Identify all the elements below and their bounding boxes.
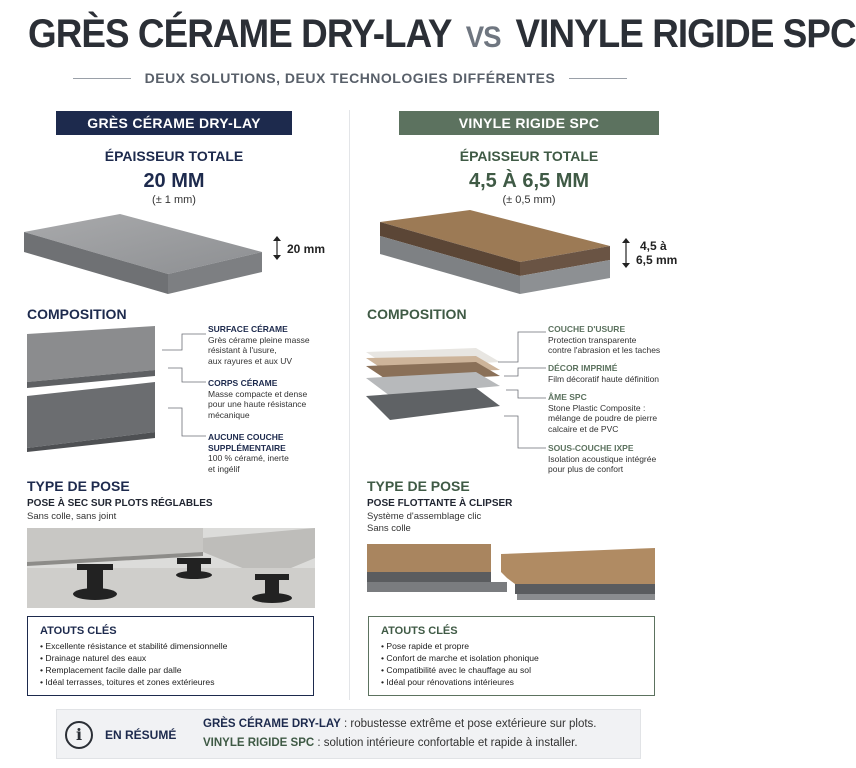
dimension-arrow-icon bbox=[621, 238, 631, 268]
pedestal-install-photo bbox=[27, 528, 315, 608]
dimension-arrow-icon bbox=[272, 236, 282, 260]
spc-plank-illustration bbox=[378, 208, 618, 304]
list-item: • Remplacement facile dalle par dalle bbox=[40, 664, 301, 676]
title-left: GRÈS CÉRAME DRY-LAY bbox=[28, 12, 451, 56]
right-callout-decor: DÉCOR IMPRIMÉ Film décoratif haute définition bbox=[548, 363, 660, 384]
right-dimension-label-2: 6,5 mm bbox=[636, 253, 678, 267]
spc-layers-illustration bbox=[366, 348, 506, 428]
left-column-header: GRÈS CÉRAME DRY-LAY bbox=[56, 111, 292, 135]
left-pose-subtitle: POSE À SEC SUR PLOTS RÉGLABLES bbox=[27, 498, 213, 509]
right-pose-title: TYPE DE POSE bbox=[367, 478, 470, 494]
left-pose-title: TYPE DE POSE bbox=[27, 478, 130, 494]
list-item: • Pose rapide et propre bbox=[381, 640, 642, 652]
right-callout-core: ÂME SPC Stone Plastic Composite : mélange de poudre de pierre calcaire et de PVC bbox=[548, 392, 658, 434]
left-pose-text: Sans colle, sans joint bbox=[27, 511, 117, 522]
right-thickness-tolerance: (± 0,5 mm) bbox=[502, 194, 556, 206]
right-thickness-value: 4,5 À 6,5 MM bbox=[468, 170, 590, 192]
right-callout-underlay: SOUS-COUCHE IXPE Isolation acoustique intégrée pour plus de confort bbox=[548, 443, 657, 474]
left-callout-body: CORPS CÉRAME Masse compacte et dense pour une haute résistance mécanique bbox=[208, 378, 308, 420]
subtitle: DEUX SOLUTIONS, DEUX TECHNOLOGIES DIFFÉRENTES bbox=[144, 70, 556, 86]
summary-line-1: GRÈS CÉRAME DRY-LAY : robustesse extrême et pose extérieure sur plots. bbox=[203, 718, 597, 730]
page-title bbox=[28, 12, 856, 57]
right-key-benefits bbox=[368, 616, 655, 696]
right-pose-subtitle: POSE FLOTTANTE À CLIPSER bbox=[367, 498, 513, 509]
column-divider bbox=[349, 110, 350, 700]
click-install-photo bbox=[367, 544, 655, 604]
info-icon: i bbox=[65, 721, 93, 749]
list-item: • Excellente résistance et stabilité dimensionnelle bbox=[40, 640, 301, 652]
subtitle-divider-left bbox=[73, 78, 131, 79]
ceramic-layers-illustration bbox=[27, 326, 167, 452]
right-composition-title: COMPOSITION bbox=[367, 306, 467, 322]
title-right: VINYLE RIGIDE SPC bbox=[515, 12, 856, 56]
ceramic-slab-illustration bbox=[20, 210, 280, 300]
summary-label: EN RÉSUMÉ bbox=[105, 728, 177, 742]
title-vs: VS bbox=[465, 21, 501, 54]
right-callout-wear-layer: COUCHE D'USURE Protection transparente contre l'abrasion et les taches bbox=[548, 324, 661, 355]
summary-box bbox=[56, 709, 641, 759]
right-thickness-label: ÉPAISSEUR TOTALE bbox=[459, 148, 599, 164]
left-dimension-label: 20 mm bbox=[287, 242, 326, 256]
right-key-benefits-title: ATOUTS CLÉS bbox=[381, 625, 458, 637]
right-column-header: VINYLE RIGIDE SPC bbox=[399, 111, 659, 135]
left-thickness-tolerance: (± 1 mm) bbox=[152, 194, 196, 206]
left-callout-lines bbox=[160, 330, 210, 450]
subtitle-divider-right bbox=[569, 78, 627, 79]
list-item: • Compatibilité avec le chauffage au sol bbox=[381, 664, 642, 676]
subtitle-row bbox=[0, 70, 700, 86]
list-item: • Idéal pour rénovations intérieures bbox=[381, 676, 642, 688]
left-callout-surface: SURFACE CÉRAME Grès cérame pleine masse résistant à l'usure, aux rayures et aux UV bbox=[208, 324, 310, 366]
left-thickness-value: 20 MM bbox=[143, 170, 205, 192]
list-item: • Confort de marche et isolation phonique bbox=[381, 652, 642, 664]
left-key-benefits bbox=[27, 616, 314, 696]
right-pose-text: Système d'assemblage clic Sans colle bbox=[367, 511, 482, 534]
left-thickness-label: ÉPAISSEUR TOTALE bbox=[104, 148, 244, 164]
list-item: • Idéal terrasses, toitures et zones extérieures bbox=[40, 676, 301, 688]
list-item: • Drainage naturel des eaux bbox=[40, 652, 301, 664]
right-callout-lines bbox=[494, 326, 550, 476]
right-dimension-label-1: 4,5 à bbox=[640, 239, 667, 253]
left-key-benefits-title: ATOUTS CLÉS bbox=[40, 625, 117, 637]
summary-line-2: VINYLE RIGIDE SPC : solution intérieure confortable et rapide à installer. bbox=[203, 737, 578, 749]
left-composition-title: COMPOSITION bbox=[27, 306, 127, 322]
left-callout-no-layer: AUCUNE COUCHE SUPPLÉMENTAIRE 100 % céramé, inerte et ingélif bbox=[208, 432, 289, 474]
